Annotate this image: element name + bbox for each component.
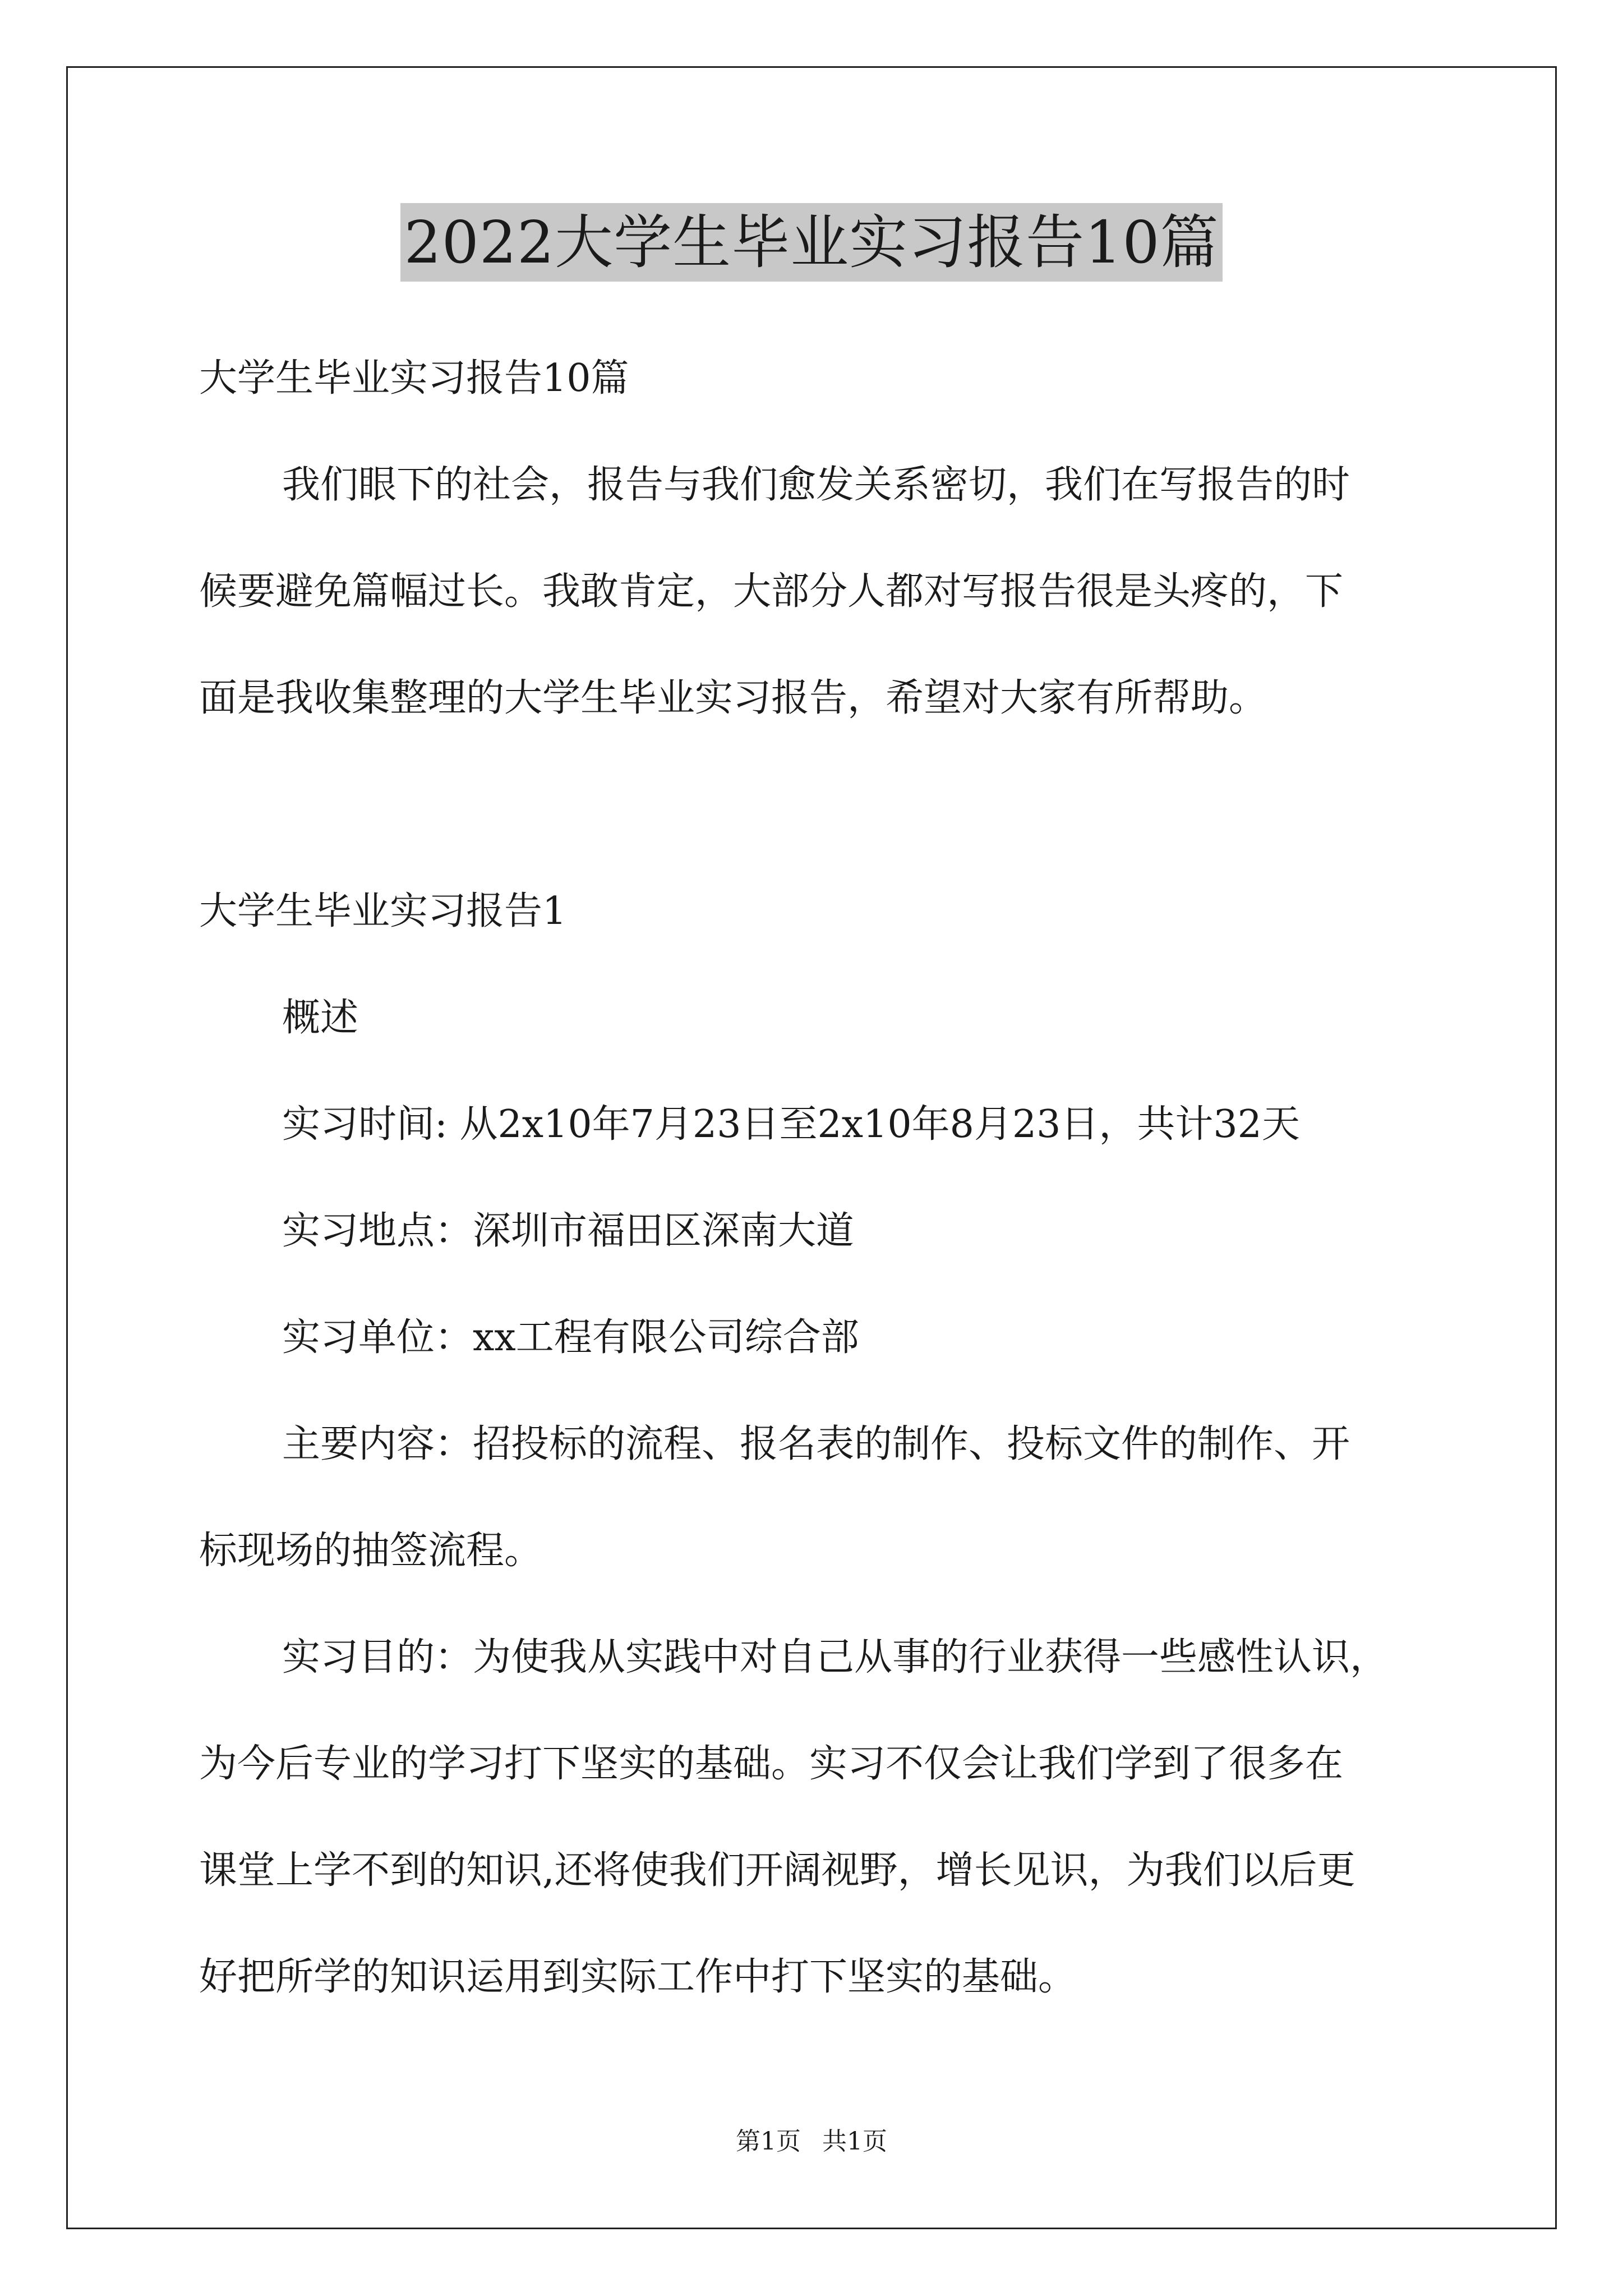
overview-label: 概述 bbox=[282, 996, 359, 1040]
purpose-line: 为今后专业的学习打下坚实的基础。实习不仅会让我们学到了很多在 bbox=[199, 1742, 1344, 1786]
internship-place: 实习地点：深圳市福田区深南大道 bbox=[282, 1209, 855, 1253]
page-total: 共1页 bbox=[822, 2127, 887, 2156]
section-heading: 大学生毕业实习报告1 bbox=[199, 889, 567, 933]
purpose-line: 好把所学的知识运用到实际工作中打下坚实的基础。 bbox=[199, 1955, 1077, 1999]
internship-time: 实习时间: 从2x10年7月23日至2x10年8月23日，共计32天 bbox=[282, 1102, 1300, 1147]
purpose-line: 课堂上学不到的知识,还将使我们开阔视野，增长见识，为我们以后更 bbox=[199, 1848, 1355, 1893]
document-title: 2022大学生毕业实习报告10篇 bbox=[400, 203, 1222, 282]
page-number: 第1页 bbox=[736, 2127, 801, 2156]
internship-unit: 实习单位：xx工程有限公司综合部 bbox=[282, 1315, 859, 1360]
title-container bbox=[0, 203, 1623, 282]
page-footer bbox=[0, 2125, 1623, 2159]
subtitle: 大学生毕业实习报告10篇 bbox=[199, 356, 629, 401]
main-content-line: 标现场的抽签流程。 bbox=[199, 1529, 543, 1573]
intro-line: 我们眼下的社会，报告与我们愈发关系密切，我们在写报告的时 bbox=[282, 463, 1350, 507]
intro-line: 面是我收集整理的大学生毕业实习报告，希望对大家有所帮助。 bbox=[199, 676, 1267, 720]
intro-line: 候要避免篇幅过长。我敢肯定，大部分人都对写报告很是头疼的，下 bbox=[199, 569, 1344, 614]
main-content-line: 主要内容：招投标的流程、报名表的制作、投标文件的制作、开 bbox=[282, 1422, 1350, 1466]
purpose-line: 实习目的：为使我从实践中对自己从事的行业获得一些感性认识， bbox=[282, 1635, 1389, 1680]
